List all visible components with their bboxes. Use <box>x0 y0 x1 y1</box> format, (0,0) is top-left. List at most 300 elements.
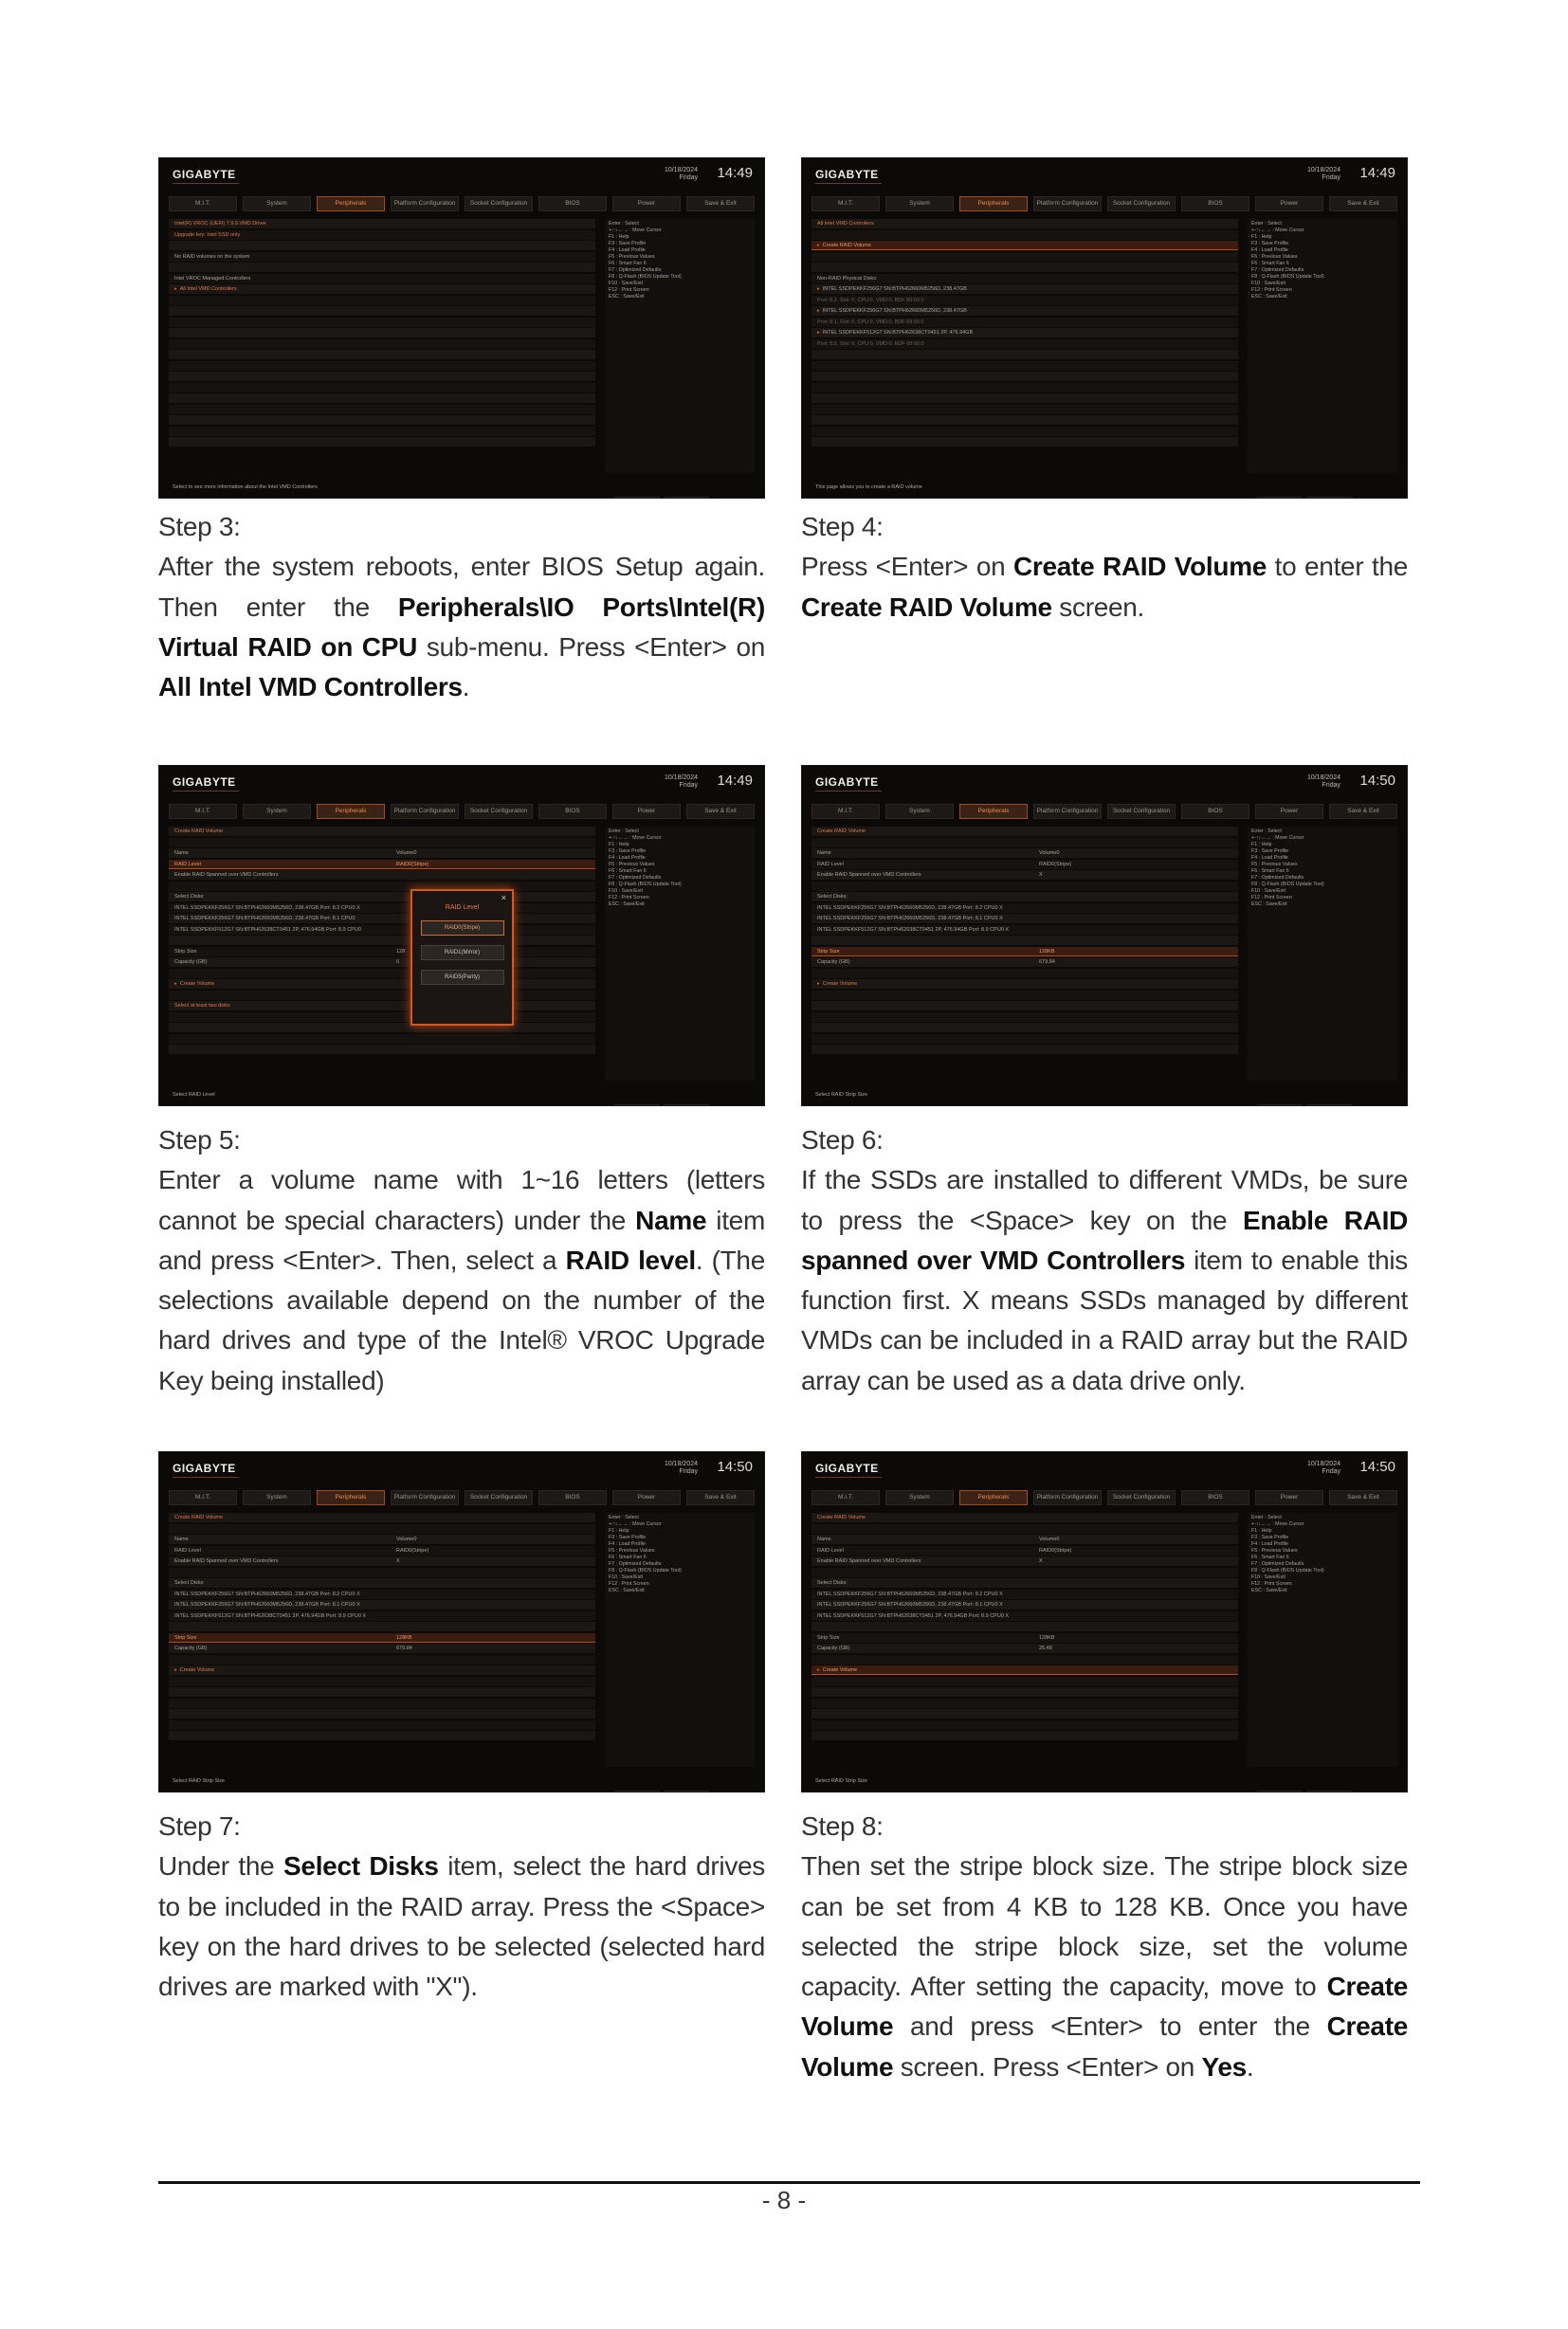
submenu-arrow-icon: ▸ <box>817 243 820 248</box>
empty-row <box>169 1677 595 1686</box>
row-label: Name <box>817 1537 831 1542</box>
row-label: Port: 8.2, Slot: 0, CPU:0, VMD:0, BDF 80:00.0 <box>817 297 924 303</box>
bold-term: Yes <box>1201 2051 1247 2082</box>
key-help-line: F1 : Help <box>1251 234 1272 240</box>
key-help-line: Enter : Select <box>609 221 639 227</box>
empty-row <box>811 936 1238 945</box>
menu-row[interactable] <box>811 306 1238 316</box>
tab-peripherals[interactable]: Peripherals <box>959 196 1028 211</box>
empty-row <box>811 437 1238 446</box>
menu-row[interactable] <box>169 1590 595 1599</box>
step-title: Step 5: <box>158 1125 241 1155</box>
empty-row <box>169 1524 595 1534</box>
step-body <box>801 1160 1408 1401</box>
empty-row <box>811 1699 1238 1708</box>
menu-row[interactable] <box>811 1611 1238 1621</box>
tab-platform-configuration[interactable]: Platform Configuration <box>1033 196 1102 211</box>
tab-platform-configuration[interactable]: Platform Configuration <box>391 1490 459 1505</box>
menu-row[interactable] <box>169 1633 595 1643</box>
key-help-line: F5 : Previous Values <box>609 1548 655 1554</box>
empty-row <box>811 1622 1238 1631</box>
step-body <box>801 1847 1408 2087</box>
row-label: RAID Level <box>174 1547 201 1554</box>
raid-level-option[interactable]: RAID5(Parity) <box>421 970 504 985</box>
empty-row <box>811 991 1238 1000</box>
tab-m-i-t-[interactable]: M.I.T. <box>811 196 880 211</box>
tab-bios[interactable]: BIOS <box>1181 196 1249 211</box>
step7-caption <box>158 1807 765 2007</box>
menu-row[interactable] <box>811 1590 1238 1599</box>
footer-buttons <box>611 490 753 496</box>
key-help-line: +-↑↓←→ : Move Cursor <box>609 835 662 841</box>
empty-row <box>169 296 595 305</box>
row-label: RAID Level <box>817 861 844 867</box>
clock-time: 14:49 <box>1359 165 1395 181</box>
empty-row <box>811 1023 1238 1032</box>
key-help-line: F10 : Save/Exit <box>609 888 643 894</box>
key-help-line: F4 : Load Profile <box>1251 247 1288 253</box>
tab-platform-configuration[interactable]: Platform Configuration <box>391 804 459 819</box>
status-description: Select to see more information about the Intel VMD Controllers <box>173 484 318 490</box>
bios-screenshot-step7 <box>158 1451 765 1792</box>
empty-row <box>169 838 595 847</box>
clock-time: 14:49 <box>717 165 753 181</box>
row-label: Capacity (GB) <box>174 1646 208 1651</box>
bold-term: Name <box>635 1205 707 1235</box>
menu-row[interactable] <box>811 1535 1238 1544</box>
footer-button[interactable] <box>1306 1104 1352 1106</box>
key-help-line: F6 : Smart Fan 6 <box>1251 1555 1289 1560</box>
menu-row[interactable] <box>811 914 1238 923</box>
bios-tab-bar <box>169 1490 755 1505</box>
step-title: Step 6: <box>801 1125 884 1155</box>
empty-row <box>169 350 595 359</box>
tab-system[interactable]: System <box>885 804 954 819</box>
menu-row[interactable] <box>811 903 1238 913</box>
menu-row[interactable] <box>811 219 1238 228</box>
key-help-line: F5 : Previous Values <box>1251 254 1298 260</box>
row-label: No RAID volumes on the system <box>174 253 250 260</box>
menu-row[interactable] <box>811 1556 1238 1566</box>
settings-panel <box>169 827 595 1081</box>
menu-row[interactable] <box>811 957 1238 967</box>
menu-row[interactable] <box>811 241 1238 250</box>
menu-row[interactable] <box>811 1513 1238 1522</box>
tab-peripherals[interactable]: Peripherals <box>959 804 1028 819</box>
row-label: Create RAID Volume <box>174 828 224 834</box>
empty-row <box>169 1034 595 1044</box>
empty-row <box>811 350 1238 359</box>
empty-row <box>169 991 595 1000</box>
tab-m-i-t-[interactable]: M.I.T. <box>811 1490 880 1505</box>
status-description: Select RAID Strip Size <box>815 1778 868 1784</box>
close-icon[interactable]: × <box>501 893 506 902</box>
bios-tab-bar <box>811 196 1397 211</box>
menu-row[interactable] <box>169 947 595 956</box>
tab-save-exit[interactable]: Save & Exit <box>1329 804 1397 819</box>
tab-system[interactable]: System <box>243 804 311 819</box>
empty-row <box>169 1699 595 1708</box>
tab-system[interactable]: System <box>243 1490 311 1505</box>
key-help-line: F12 : Print Screen <box>609 1581 649 1587</box>
tab-platform-configuration[interactable]: Platform Configuration <box>1033 804 1102 819</box>
footer-button[interactable] <box>1306 1791 1352 1792</box>
row-value: RAID0(Stripe) <box>396 861 429 867</box>
menu-row[interactable] <box>169 892 595 901</box>
menu-row[interactable] <box>811 947 1238 956</box>
row-value: 128 <box>396 948 406 955</box>
key-help-line: F12 : Print Screen <box>1251 895 1292 901</box>
footer-buttons <box>1253 1098 1395 1103</box>
menu-row[interactable] <box>169 1611 595 1621</box>
body-text: screen. <box>1051 591 1145 622</box>
row-label: INTEL SSDPEKKF512G7 SN:BTPH62638CT0451 2P, 476.94GB Port: 8.9 CPU0 X <box>174 1612 367 1619</box>
key-help-line: F3 : Save Profile <box>609 848 647 854</box>
row-label: INTEL SSDPEKKF256G7 SN:BTPH62660M5256D, 238.47GB Port: 8.2 CPU0 X <box>174 904 360 911</box>
submenu-arrow-icon: ▸ <box>174 981 177 987</box>
row-label: Select Disks: <box>817 1580 848 1586</box>
menu-row[interactable] <box>811 848 1238 858</box>
menu-row[interactable] <box>811 328 1238 337</box>
menu-row[interactable] <box>811 860 1238 869</box>
bios-screenshot-step8 <box>801 1451 1408 1792</box>
row-label: INTEL SSDPEKKF256G7 SN:BTPH62660M5256D, 238.47GB Port: 8.1 CPU0 X <box>817 916 1003 921</box>
menu-row[interactable] <box>811 870 1238 880</box>
key-help-line: F6 : Smart Fan 6 <box>1251 261 1289 266</box>
empty-row <box>169 415 595 425</box>
key-help-line: F8 : Q-Flash (BIOS Update Tool) <box>1251 274 1324 280</box>
tab-bios[interactable]: BIOS <box>538 196 607 211</box>
tab-power[interactable]: Power <box>612 1490 681 1505</box>
footer-button[interactable] <box>664 1104 709 1106</box>
row-label: Strip Size <box>174 948 197 955</box>
key-help-line: F7 : Optimized Defaults <box>609 1561 662 1567</box>
row-label: Non-RAID Physical Disks: <box>817 275 878 282</box>
row-label: Create Volume <box>822 1667 858 1673</box>
key-help-line: F10 : Save/Exit <box>1251 888 1285 894</box>
footer-button[interactable] <box>1257 1104 1303 1106</box>
footer-button[interactable] <box>664 1791 709 1792</box>
row-label: Intel(R) VROC (UEFI) 7.9.9.VMD Driver <box>174 221 266 227</box>
row-value: Volume0 <box>396 1537 417 1542</box>
menu-row[interactable] <box>169 914 595 923</box>
empty-row <box>169 1709 595 1719</box>
menu-row[interactable] <box>169 1665 595 1675</box>
row-value: Volume0 <box>396 850 417 856</box>
menu-row[interactable] <box>811 274 1238 283</box>
status-description: Select RAID Level <box>173 1092 215 1098</box>
step4-caption <box>801 507 1408 628</box>
brand-logo: GIGABYTE <box>815 775 879 789</box>
row-label: Enable RAID Spanned over VMD Controllers <box>817 872 921 878</box>
tab-bios[interactable]: BIOS <box>538 1490 607 1505</box>
tab-peripherals[interactable]: Peripherals <box>959 1490 1028 1505</box>
tab-system[interactable]: System <box>885 1490 954 1505</box>
date-text: 10/18/2024 <box>664 1461 698 1467</box>
footer-button[interactable] <box>614 497 660 499</box>
tab-save-exit[interactable]: Save & Exit <box>1329 1490 1397 1505</box>
row-label: Upgrade key: Intel SSD only <box>174 231 241 238</box>
empty-row <box>169 1731 595 1740</box>
menu-row[interactable] <box>169 925 595 935</box>
menu-row[interactable] <box>169 1600 595 1610</box>
body-text: Enter a volume name with 1~16 letters (letters cannot be special characters) under the <box>158 1165 765 1235</box>
key-help-line: F4 : Load Profile <box>1251 855 1288 861</box>
tab-m-i-t-[interactable]: M.I.T. <box>811 804 880 819</box>
key-help-line: F6 : Smart Fan 6 <box>609 261 647 266</box>
menu-row[interactable] <box>811 1644 1238 1653</box>
row-label: Create Volume <box>179 981 215 987</box>
date-text: 10/18/2024 <box>664 774 698 781</box>
menu-row[interactable] <box>169 252 595 262</box>
menu-row[interactable] <box>811 1633 1238 1643</box>
tab-save-exit[interactable]: Save & Exit <box>1329 196 1397 211</box>
key-help-line: ESC : Save/Exit <box>1251 294 1287 300</box>
date-text: 10/18/2024 <box>1306 1461 1340 1467</box>
date-display <box>665 774 698 790</box>
menu-row[interactable] <box>169 230 595 240</box>
tab-power[interactable]: Power <box>1255 804 1323 819</box>
row-label: Capacity (GB) <box>174 959 208 965</box>
empty-row <box>169 437 595 446</box>
row-label: Capacity (GB) <box>817 1646 850 1651</box>
row-label: Select at least two disks <box>174 1003 230 1009</box>
raid-level-popup <box>410 889 514 1026</box>
key-help-line: F12 : Print Screen <box>609 895 649 901</box>
key-help-line: ESC : Save/Exit <box>609 1588 645 1593</box>
menu-row[interactable] <box>811 1600 1238 1610</box>
key-help-line: Enter : Select <box>1251 221 1282 227</box>
key-help-line: F5 : Previous Values <box>1251 862 1298 867</box>
tab-socket-configuration[interactable]: Socket Configuration <box>1107 1490 1176 1505</box>
step-title: Step 3: <box>158 512 241 541</box>
row-label: Enable RAID Spanned over VMD Controllers <box>174 1558 279 1564</box>
tab-peripherals[interactable]: Peripherals <box>317 804 385 819</box>
empty-row <box>169 1012 595 1022</box>
empty-row <box>169 393 595 403</box>
menu-row[interactable] <box>811 296 1238 305</box>
empty-row <box>811 838 1238 847</box>
menu-row[interactable] <box>811 1665 1238 1675</box>
menu-row[interactable] <box>169 284 595 294</box>
footer-button[interactable] <box>614 1791 660 1792</box>
submenu-arrow-icon: ▸ <box>817 330 820 336</box>
tab-socket-configuration[interactable]: Socket Configuration <box>1107 804 1176 819</box>
menu-row[interactable] <box>811 979 1238 989</box>
row-label: INTEL SSDPEKKF256G7 SN:BTPH62660M5256D, 238.47GB Port: 8.2 CPU0 X <box>817 1591 1003 1597</box>
tab-bios[interactable]: BIOS <box>1181 1490 1249 1505</box>
key-help-line: F3 : Save Profile <box>1251 1535 1289 1540</box>
row-label: INTEL SSDPEKKF256G7 SN:BTPH62660M5256D, 238.47GB Port: 8.2 CPU0 X <box>174 1591 360 1597</box>
empty-row <box>811 1687 1238 1697</box>
bold-term: Create Volume <box>801 2011 1408 2082</box>
tab-socket-configuration[interactable]: Socket Configuration <box>465 1490 533 1505</box>
empty-row <box>811 1524 1238 1534</box>
key-help-line: ESC : Save/Exit <box>1251 901 1287 907</box>
empty-row <box>169 1045 595 1054</box>
bold-term: Select Disks <box>283 1851 439 1882</box>
status-description: This page allows you to create a RAID volume <box>815 484 922 490</box>
tab-platform-configuration[interactable]: Platform Configuration <box>391 196 459 211</box>
empty-row <box>811 1709 1238 1719</box>
bios-tab-bar <box>169 804 755 819</box>
empty-row <box>811 372 1238 381</box>
tab-m-i-t-[interactable]: M.I.T. <box>169 804 237 819</box>
empty-row <box>169 339 595 349</box>
bios-tab-bar <box>811 804 1397 819</box>
tab-socket-configuration[interactable]: Socket Configuration <box>1107 196 1176 211</box>
menu-row[interactable] <box>169 870 595 880</box>
footer-button[interactable] <box>664 497 709 499</box>
footer-button[interactable] <box>614 1104 660 1106</box>
empty-row <box>811 882 1238 891</box>
raid-level-option[interactable]: RAID0(Stripe) <box>421 920 504 936</box>
day-text: Friday <box>1322 174 1340 181</box>
row-label: INTEL SSDPEKKF256G7 SN:BTPH62660M5256D, 238.47GB <box>822 286 967 292</box>
empty-row <box>811 1001 1238 1010</box>
menu-row[interactable] <box>169 979 595 989</box>
key-help-line: Enter : Select <box>609 828 639 834</box>
tab-power[interactable]: Power <box>1255 1490 1323 1505</box>
menu-row[interactable] <box>811 1546 1238 1556</box>
tab-m-i-t-[interactable]: M.I.T. <box>169 196 237 211</box>
empty-row <box>811 230 1238 240</box>
menu-row[interactable] <box>169 903 595 913</box>
menu-row[interactable] <box>811 284 1238 294</box>
tab-platform-configuration[interactable]: Platform Configuration <box>1033 1490 1102 1505</box>
tab-save-exit[interactable]: Save & Exit <box>686 804 755 819</box>
bold-term: All Intel VMD Controllers <box>158 672 463 702</box>
tab-system[interactable]: System <box>885 196 954 211</box>
body-text: sub-menu. Press <Enter> on <box>417 631 766 662</box>
date-text: 10/18/2024 <box>664 167 698 173</box>
tab-save-exit[interactable]: Save & Exit <box>686 1490 755 1505</box>
row-label: Create RAID Volume <box>817 1515 866 1520</box>
menu-row[interactable] <box>169 1513 595 1522</box>
date-display <box>1307 774 1340 790</box>
footer-button[interactable] <box>1257 1791 1303 1792</box>
key-help-line: Enter : Select <box>1251 828 1282 834</box>
bios-screenshot-step3 <box>158 157 765 499</box>
row-label: INTEL SSDPEKKF512G7 SN:BTPH62638CT0451 2P, 476.94GB <box>822 330 974 336</box>
tab-bios[interactable]: BIOS <box>538 804 607 819</box>
raid-level-option[interactable]: RAID1(Mirror) <box>421 945 504 960</box>
empty-row <box>169 405 595 414</box>
tab-bios[interactable]: BIOS <box>1181 804 1249 819</box>
empty-row <box>811 1655 1238 1665</box>
row-label: Create Volume <box>822 981 858 987</box>
menu-row[interactable] <box>811 1578 1238 1588</box>
day-text: Friday <box>679 1468 698 1475</box>
footer-button[interactable] <box>1257 497 1303 499</box>
menu-row[interactable] <box>169 1001 595 1010</box>
tab-power[interactable]: Power <box>612 804 681 819</box>
empty-row <box>811 361 1238 371</box>
row-label: Port: 8.1, Slot: 0, CPU:0, VMD:0, BDF 09:00.0 <box>817 318 924 325</box>
tab-m-i-t-[interactable]: M.I.T. <box>169 1490 237 1505</box>
key-help-line: F1 : Help <box>609 842 629 847</box>
menu-row[interactable] <box>169 1546 595 1556</box>
row-value: 679.84 <box>396 1646 412 1651</box>
row-label: Name <box>174 850 189 856</box>
empty-row <box>169 328 595 337</box>
menu-row[interactable] <box>811 318 1238 327</box>
clock-time: 14:50 <box>717 1459 753 1475</box>
menu-row[interactable] <box>811 339 1238 349</box>
menu-row[interactable] <box>811 827 1238 836</box>
footer-buttons <box>1253 1784 1395 1790</box>
menu-row[interactable] <box>169 219 595 228</box>
row-label: Select Disks: <box>817 894 848 900</box>
step-body <box>801 547 1408 628</box>
menu-row[interactable] <box>811 925 1238 935</box>
tab-socket-configuration[interactable]: Socket Configuration <box>465 196 533 211</box>
key-help-line: F5 : Previous Values <box>609 254 655 260</box>
empty-row <box>811 1034 1238 1044</box>
tab-power[interactable]: Power <box>612 196 681 211</box>
menu-row[interactable] <box>169 848 595 858</box>
bios-screenshot-step6 <box>801 765 1408 1106</box>
body-text: . <box>1246 2051 1254 2082</box>
day-text: Friday <box>679 174 698 181</box>
day-text: Friday <box>1322 782 1340 789</box>
key-help-line: +-↑↓←→ : Move Cursor <box>1251 1521 1304 1527</box>
menu-row[interactable] <box>169 274 595 283</box>
key-help-panel <box>605 827 755 1081</box>
row-label: INTEL SSDPEKKF256G7 SN:BTPH62660M5256D, 238.47GB Port: 8.1 CPU0 X <box>817 1602 1003 1608</box>
tab-socket-configuration[interactable]: Socket Configuration <box>465 804 533 819</box>
menu-row[interactable] <box>169 860 595 869</box>
menu-row[interactable] <box>169 827 595 836</box>
tab-peripherals[interactable]: Peripherals <box>317 1490 385 1505</box>
bold-term: Create RAID Volume <box>801 591 1052 622</box>
empty-row <box>811 383 1238 392</box>
empty-row <box>811 393 1238 403</box>
tab-peripherals[interactable]: Peripherals <box>317 196 385 211</box>
key-help-line: F4 : Load Profile <box>609 1541 646 1547</box>
key-help-panel <box>605 1513 755 1767</box>
empty-row <box>169 372 595 381</box>
key-help-line: F3 : Save Profile <box>609 1535 647 1540</box>
footer-button[interactable] <box>1306 497 1352 499</box>
row-label: Capacity (GB) <box>817 959 850 965</box>
menu-row[interactable] <box>811 892 1238 901</box>
submenu-arrow-icon: ▸ <box>817 308 820 314</box>
body-text: . (The selections available depend on the number of the hard drives and type of the Intel® VROC Upgrade Key being installed) <box>158 1245 765 1395</box>
tab-power[interactable]: Power <box>1255 196 1323 211</box>
menu-row[interactable] <box>169 1556 595 1566</box>
key-help-panel <box>1248 1513 1397 1767</box>
empty-row <box>811 415 1238 425</box>
empty-row <box>811 1045 1238 1054</box>
key-help-line: ESC : Save/Exit <box>1251 1588 1287 1593</box>
tab-system[interactable]: System <box>243 196 311 211</box>
menu-row[interactable] <box>169 957 595 967</box>
tab-save-exit[interactable]: Save & Exit <box>686 196 755 211</box>
key-help-line: F7 : Optimized Defaults <box>1251 267 1304 273</box>
empty-row <box>169 1622 595 1631</box>
empty-row <box>169 427 595 436</box>
row-label: INTEL SSDPEKKF512G7 SN:BTPH62638CT0451 2P, 476.94GB Port: 8.9 CPU0 <box>174 926 361 933</box>
row-label: RAID Level <box>174 861 201 867</box>
bios-tab-bar <box>169 196 755 211</box>
menu-row[interactable] <box>169 1535 595 1544</box>
menu-row[interactable] <box>169 1644 595 1653</box>
row-label: All Intel VMD Controllers <box>179 286 237 292</box>
menu-row[interactable] <box>169 1578 595 1588</box>
brand-underline <box>173 183 239 184</box>
row-label: Enable RAID Spanned over VMD Controllers <box>817 1558 921 1564</box>
